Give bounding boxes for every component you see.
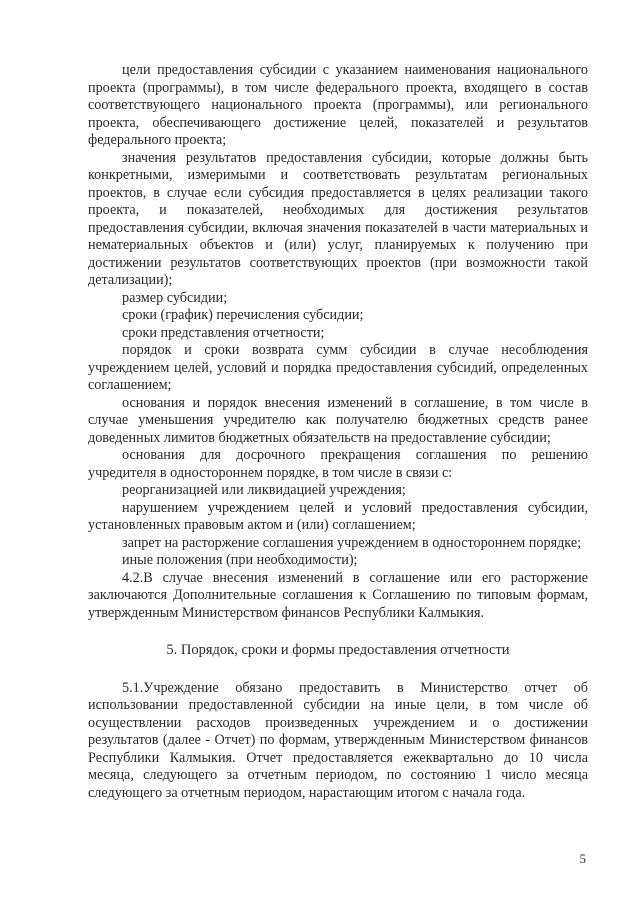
paragraph-results: значения результатов предоставления субсидии, которые должны быть конкретными, измеримыми и соответствовать результатам региональных проектов, в случае если субсидия предоставляется в целях реализации такого проекта, и показателей, необходимых для достижения результатов предоставления субсидии, включая значения показателей в части материальных и нематериальных объектов и (или) услуг, планируемых к получению при достижении результатов соответствующих проектов (при возможности такой детализации); xyxy=(88,149,588,288)
paragraph-violation: нарушением учреждением целей и условий предоставления субсидии, установленных правовым актом и (или) соглашением; xyxy=(88,499,588,533)
paragraph-schedule: сроки (график) перечисления субсидии; xyxy=(122,307,364,323)
paragraph-amendments: основания и порядок внесения изменений в соглашение, в том числе в случае уменьшения учредителю как получателю бюджетных средств ранее доведенных лимитов бюджетных обязательств на предоставление субсидии; xyxy=(88,394,588,446)
document-page xyxy=(88,62,588,802)
paragraph-goals: цели предоставления субсидии с указанием наименования национального проекта (программы), в том числе федерального проекта, входящего в состав соответствующего национального проекта (программы), или регионального проекта, обеспечивающего достижение целей, показателей и результатов федерального проекта; xyxy=(88,62,588,148)
page-number: 5 xyxy=(579,851,586,866)
section-heading: 5. Порядок, сроки и формы предоставления отчетности xyxy=(166,642,510,658)
paragraph-other: иные положения (при необходимости); xyxy=(122,552,358,568)
paragraph-refund: порядок и сроки возврата сумм субсидии в случае несоблюдения учреждением целей, условий и порядка предоставления субсидий, определенных соглашением; xyxy=(88,342,588,393)
paragraph-4-2: 4.2.В случае внесения изменений в соглашение или его расторжение заключаются Дополнительные соглашения к Соглашению по типовым формам, утвержденным Министерством финансов Республики Калмыкия. xyxy=(88,569,588,621)
paragraph-reorganization: реорганизацией или ликвидацией учреждения; xyxy=(122,482,406,498)
paragraph-reporting-terms: сроки представления отчетности; xyxy=(122,324,325,341)
paragraph-5-1: 5.1.Учреждение обязано предоставить в Министерство отчет об использовании предоставленной субсидии на иные цели, в том числе об осуществлении расходов произведенных учреждением и о достижении результатов (далее - Отчет) по формам, утвержденным Министерством финансов Республики Калмыкия. Отчет предоставляется ежеквартально до 10 числа месяца, следующего за отчетным периодом, по состоянию 1 число месяца следующего за отчетным периодом, нарастающим итогом с начала года. xyxy=(88,679,588,801)
paragraph-prohibition: запрет на расторжение соглашения учреждением в одностороннем порядке; xyxy=(122,534,582,551)
paragraph-amount: размер субсидии; xyxy=(122,289,228,306)
paragraph-termination: основания для досрочного прекращения соглашения по решению учредителя в одностороннем порядке, в том числе в связи с: xyxy=(88,447,588,481)
